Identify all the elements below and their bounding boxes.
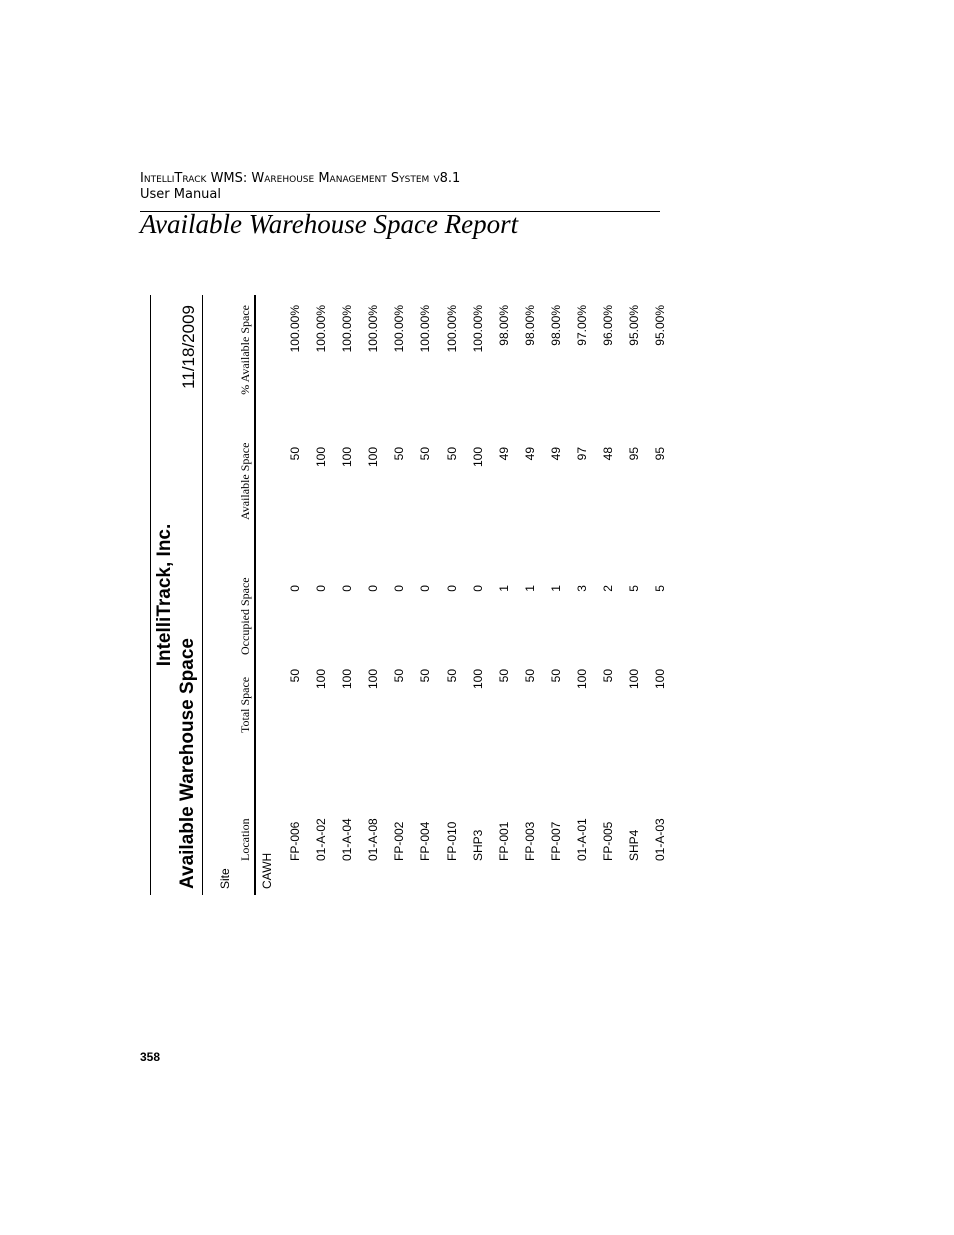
occupied-space-cell: 2 bbox=[601, 585, 616, 592]
percent-available-cell: 95.00% bbox=[653, 305, 668, 346]
table-row bbox=[575, 295, 601, 895]
total-space-cell: 50 bbox=[392, 669, 407, 683]
percent-available-cell: 100.00% bbox=[392, 305, 407, 353]
occupied-space-cell: 0 bbox=[314, 585, 329, 592]
report-title-rule bbox=[202, 295, 203, 895]
page-title: Available Warehouse Space Report bbox=[140, 209, 519, 239]
occupied-space-cell: 1 bbox=[548, 585, 563, 592]
report-rows bbox=[288, 295, 675, 895]
occupied-space-cell: 5 bbox=[653, 585, 668, 592]
report-header-rule bbox=[254, 295, 256, 895]
location-cell: FP-007 bbox=[548, 821, 563, 861]
percent-available-cell: 100.00% bbox=[288, 305, 302, 353]
location-cell: 01-A-08 bbox=[366, 818, 381, 861]
table-row bbox=[523, 295, 549, 895]
report-title: Available Warehouse Space bbox=[177, 638, 198, 889]
total-space-cell: 50 bbox=[288, 669, 302, 683]
location-cell: FP-006 bbox=[288, 821, 302, 861]
location-cell: 01-A-02 bbox=[314, 818, 329, 861]
available-space-cell: 95 bbox=[627, 447, 642, 461]
table-row bbox=[653, 295, 675, 895]
location-cell: FP-004 bbox=[418, 821, 433, 861]
table-row bbox=[445, 295, 471, 895]
location-cell: SHP3 bbox=[470, 829, 485, 861]
percent-available-cell: 95.00% bbox=[627, 305, 642, 346]
occupied-space-cell: 1 bbox=[522, 585, 537, 592]
available-space-cell: 100 bbox=[340, 447, 355, 468]
table-row bbox=[418, 295, 444, 895]
location-cell: 01-A-03 bbox=[653, 818, 668, 861]
occupied-space-cell: 0 bbox=[366, 585, 381, 592]
available-column-header: Available Space bbox=[238, 442, 252, 520]
location-cell: FP-001 bbox=[496, 821, 511, 861]
available-space-cell: 97 bbox=[575, 447, 590, 461]
location-cell: FP-005 bbox=[601, 821, 616, 861]
table-row bbox=[314, 295, 340, 895]
table-row bbox=[392, 295, 418, 895]
location-cell: FP-002 bbox=[392, 821, 407, 861]
occupied-space-cell: 0 bbox=[444, 585, 459, 592]
available-space-cell: 50 bbox=[288, 447, 302, 461]
total-space-cell: 100 bbox=[575, 669, 590, 690]
percent-available-cell: 100.00% bbox=[444, 305, 459, 353]
table-row bbox=[288, 295, 314, 895]
total-space-cell: 50 bbox=[444, 669, 459, 683]
available-space-cell: 48 bbox=[601, 447, 616, 461]
table-row bbox=[497, 295, 523, 895]
location-cell: 01-A-01 bbox=[575, 818, 590, 861]
report-company: IntelliTrack, Inc. bbox=[154, 523, 175, 667]
report-top-rule bbox=[150, 295, 151, 895]
location-cell: FP-010 bbox=[444, 821, 459, 861]
total-space-cell: 100 bbox=[627, 669, 642, 690]
site-name: CAWH bbox=[260, 852, 274, 889]
total-space-cell: 50 bbox=[522, 669, 537, 683]
total-space-cell: 50 bbox=[601, 669, 616, 683]
occupied-space-cell: 3 bbox=[575, 585, 590, 592]
percent-column-header: % Available Space bbox=[238, 305, 252, 395]
running-header-title: IntelliTrack WMS: Warehouse Management System v8.1 bbox=[140, 171, 461, 186]
percent-available-cell: 100.00% bbox=[314, 305, 329, 353]
total-space-cell: 50 bbox=[548, 669, 563, 683]
location-cell: 01-A-04 bbox=[340, 818, 355, 861]
total-column-header: Total Space bbox=[238, 676, 252, 733]
percent-available-cell: 100.00% bbox=[470, 305, 485, 353]
available-space-cell: 50 bbox=[444, 447, 459, 461]
percent-available-cell: 100.00% bbox=[418, 305, 433, 353]
location-cell: SHP4 bbox=[627, 829, 642, 861]
table-row bbox=[627, 295, 653, 895]
report-image bbox=[150, 295, 675, 895]
running-header-subtitle: User Manual bbox=[140, 187, 222, 202]
table-row bbox=[366, 295, 392, 895]
location-cell: FP-003 bbox=[522, 821, 537, 861]
available-space-cell: 100 bbox=[314, 447, 329, 468]
total-space-cell: 100 bbox=[340, 669, 355, 690]
occupied-space-cell: 0 bbox=[418, 585, 433, 592]
available-space-cell: 50 bbox=[392, 447, 407, 461]
occupied-space-cell: 0 bbox=[470, 585, 485, 592]
report-date: 11/18/2009 bbox=[179, 305, 198, 389]
total-space-cell: 50 bbox=[418, 669, 433, 683]
site-column-header: Site bbox=[218, 868, 232, 889]
occupied-space-cell: 5 bbox=[627, 585, 642, 592]
percent-available-cell: 96.00% bbox=[601, 305, 616, 346]
occupied-space-cell: 1 bbox=[496, 585, 511, 592]
occupied-space-cell: 0 bbox=[288, 585, 302, 592]
report-page bbox=[150, 295, 675, 895]
total-space-cell: 100 bbox=[366, 669, 381, 690]
available-space-cell: 49 bbox=[522, 447, 537, 461]
running-header bbox=[140, 171, 460, 203]
total-space-cell: 100 bbox=[470, 669, 485, 690]
percent-available-cell: 98.00% bbox=[548, 305, 563, 346]
table-row bbox=[340, 295, 366, 895]
percent-available-cell: 100.00% bbox=[340, 305, 355, 353]
total-space-cell: 100 bbox=[314, 669, 329, 690]
page-number: 358 bbox=[140, 1050, 161, 1064]
available-space-cell: 50 bbox=[418, 447, 433, 461]
table-row bbox=[549, 295, 575, 895]
table-row bbox=[471, 295, 497, 895]
table-row bbox=[601, 295, 627, 895]
available-space-cell: 100 bbox=[470, 447, 485, 468]
occupied-column-header: Occupied Space bbox=[238, 577, 252, 655]
location-column-header: Location bbox=[238, 818, 252, 861]
available-space-cell: 95 bbox=[653, 447, 668, 461]
occupied-space-cell: 0 bbox=[340, 585, 355, 592]
available-space-cell: 49 bbox=[496, 447, 511, 461]
occupied-space-cell: 0 bbox=[392, 585, 407, 592]
available-space-cell: 49 bbox=[548, 447, 563, 461]
percent-available-cell: 100.00% bbox=[366, 305, 381, 353]
available-space-cell: 100 bbox=[366, 447, 381, 468]
total-space-cell: 50 bbox=[496, 669, 511, 683]
percent-available-cell: 98.00% bbox=[522, 305, 537, 346]
total-space-cell: 100 bbox=[653, 669, 668, 690]
percent-available-cell: 98.00% bbox=[496, 305, 511, 346]
percent-available-cell: 97.00% bbox=[575, 305, 590, 346]
